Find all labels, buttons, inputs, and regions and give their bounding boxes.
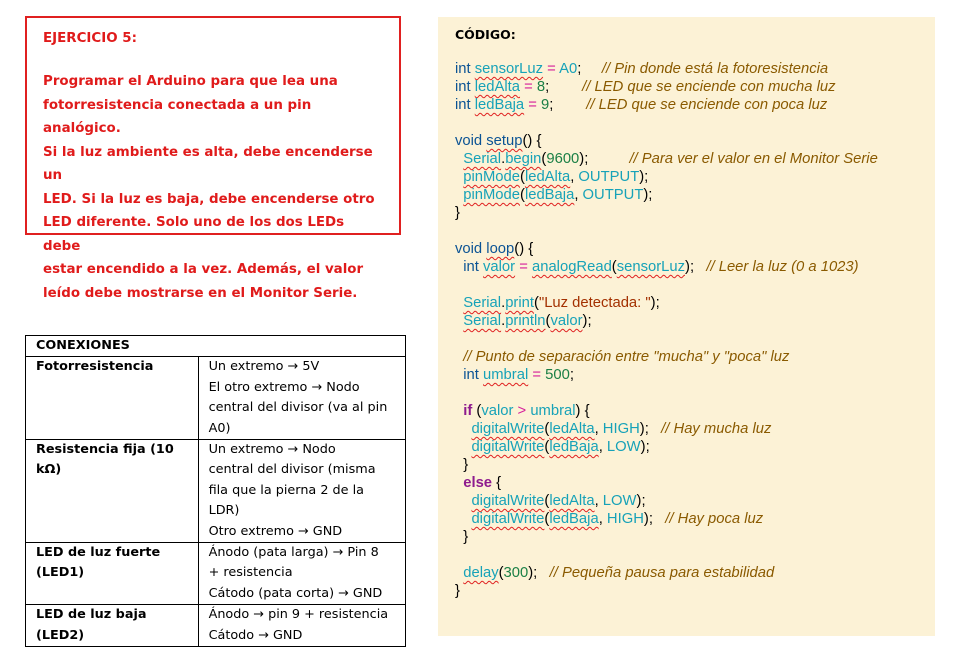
label-line: kΩ) [36,462,62,478]
code-line: int umbral = 500; [463,367,574,383]
code-comment: // Punto de separación entre "mucha" y "poca" luz [463,349,790,365]
code-line [455,348,935,366]
value-line: central del divisor (misma [208,462,376,478]
code-number: 9600 [546,151,580,167]
code-number: A0 [559,61,578,77]
code-comment: // LED que se enciende con poca luz [586,97,828,113]
code-line: } [455,529,469,545]
code-line: } [455,457,469,473]
code-line: Serial.begin(9600); // Para ver el valor en el Monitor Serie [463,151,878,167]
value-line: LDR) [208,503,240,519]
code-comment: // Pin donde está la fotoresistencia [601,61,829,77]
exercise-line: fotorresistencia conectada a un pin analógico. [43,97,312,136]
connection-value [198,605,405,647]
code-line: pinMode(ledAlta, OUTPUT); [463,169,649,185]
value-line: Ánodo (pata larga) → Pin 8 [208,545,379,561]
connections-table [25,335,406,647]
value-line: central del divisor (va al pin [208,400,388,416]
code-line: Serial.print("Luz detectada: "); [463,295,660,311]
component-label [26,357,199,440]
exercise-line: Programar el Arduino para que lea una [43,74,338,89]
value-line: fila que la pierna 2 de la [208,482,365,498]
value-line: El otro extremo → Nodo [208,379,360,395]
code-line: digitalWrite(ledBaja, LOW); [471,439,650,455]
value-line: Un extremo → 5V [208,359,320,375]
label-line: LED de luz baja (LED2) [36,607,147,643]
value-line: Otro extremo → GND [208,523,343,539]
component-label [26,440,199,543]
code-string: "Luz detectada: " [538,295,651,311]
connections-title: CONEXIONES [26,336,406,357]
code-number: 8 [536,79,546,95]
exercise-box [25,16,401,301]
code-line: digitalWrite(ledBaja, HIGH); // Hay poca luz [471,511,764,527]
code-line: } [455,583,460,599]
code-line: int sensorLuz = A0; // Pin donde está la fotoresistencia [455,61,829,77]
label-line: Fotorresistencia [36,359,154,375]
exercise-line: LED. Si la luz es baja, debe encenderse otro [43,191,375,207]
component-label [26,605,199,647]
code-comment: // Leer la luz (0 a 1023) [706,259,859,275]
code-panel [438,17,935,636]
code-line: else { [463,475,502,491]
code-line: delay(300); // Pequeña pausa para estabilidad [463,565,775,581]
exercise-description [43,70,385,305]
connection-value [198,357,405,440]
value-line: Cátodo → GND [208,627,303,643]
value-line: + resistencia [208,565,293,581]
table-row [26,357,406,440]
label-line: LED de luz fuerte [36,545,161,561]
code-comment: // Hay poca luz [665,511,764,527]
exercise-line: Si la luz ambiente es alta, debe encenderse un [43,144,373,183]
code-line: digitalWrite(ledAlta, LOW); [471,493,646,509]
code-line: int valor = analogRead(sensorLuz); // Leer la luz (0 a 1023) [463,259,859,275]
exercise-line: leído debe mostrarse en el Monitor Serie. [43,285,358,301]
exercise-line: LED diferente. Solo uno de los dos LEDs debe [43,215,345,254]
code-comment: // Para ver el valor en el Monitor Serie [629,151,878,167]
code-line: pinMode(ledBaja, OUTPUT); [463,187,653,203]
label-line: Resistencia fija (10 [36,442,174,458]
code-line: void setup() { [455,133,542,149]
code-line: if (valor > umbral) { [463,403,590,419]
code-line: void loop() { [455,241,534,257]
value-line: A0) [208,420,231,436]
code-line: } [455,205,460,221]
exercise-title: EJERCICIO 5: [43,31,137,46]
code-line: int ledAlta = 8; // LED que se enciende con mucha luz [455,79,836,95]
code-number: 300 [503,565,529,581]
connection-value [198,440,405,543]
exercise-line: estar encendido a la vez. Además, el valor [43,262,364,277]
label-line: (LED1) [36,565,85,581]
code-comment: // LED que se enciende con mucha luz [582,79,836,95]
component-label [26,543,199,605]
code-line: int ledBaja = 9; // LED que se enciende con poca luz [455,97,828,113]
value-line: Un extremo → Nodo [208,442,336,458]
code-line: Serial.println(valor); [463,313,592,329]
code-number: 9 [541,97,550,113]
connection-value [198,543,405,605]
code-number: 500 [545,367,570,383]
value-line: Cátodo (pata corta) → GND [208,585,383,601]
table-row [26,543,406,605]
code-comment: // Pequeña pausa para estabilidad [549,565,775,581]
table-row [26,605,406,647]
code-header: CÓDIGO: [455,27,516,42]
table-row [26,440,406,543]
value-line: Ánodo → pin 9 + resistencia [208,607,389,623]
code-comment: // Hay mucha luz [661,421,772,437]
code-line: digitalWrite(ledAlta, HIGH); // Hay mucha luz [471,421,772,437]
